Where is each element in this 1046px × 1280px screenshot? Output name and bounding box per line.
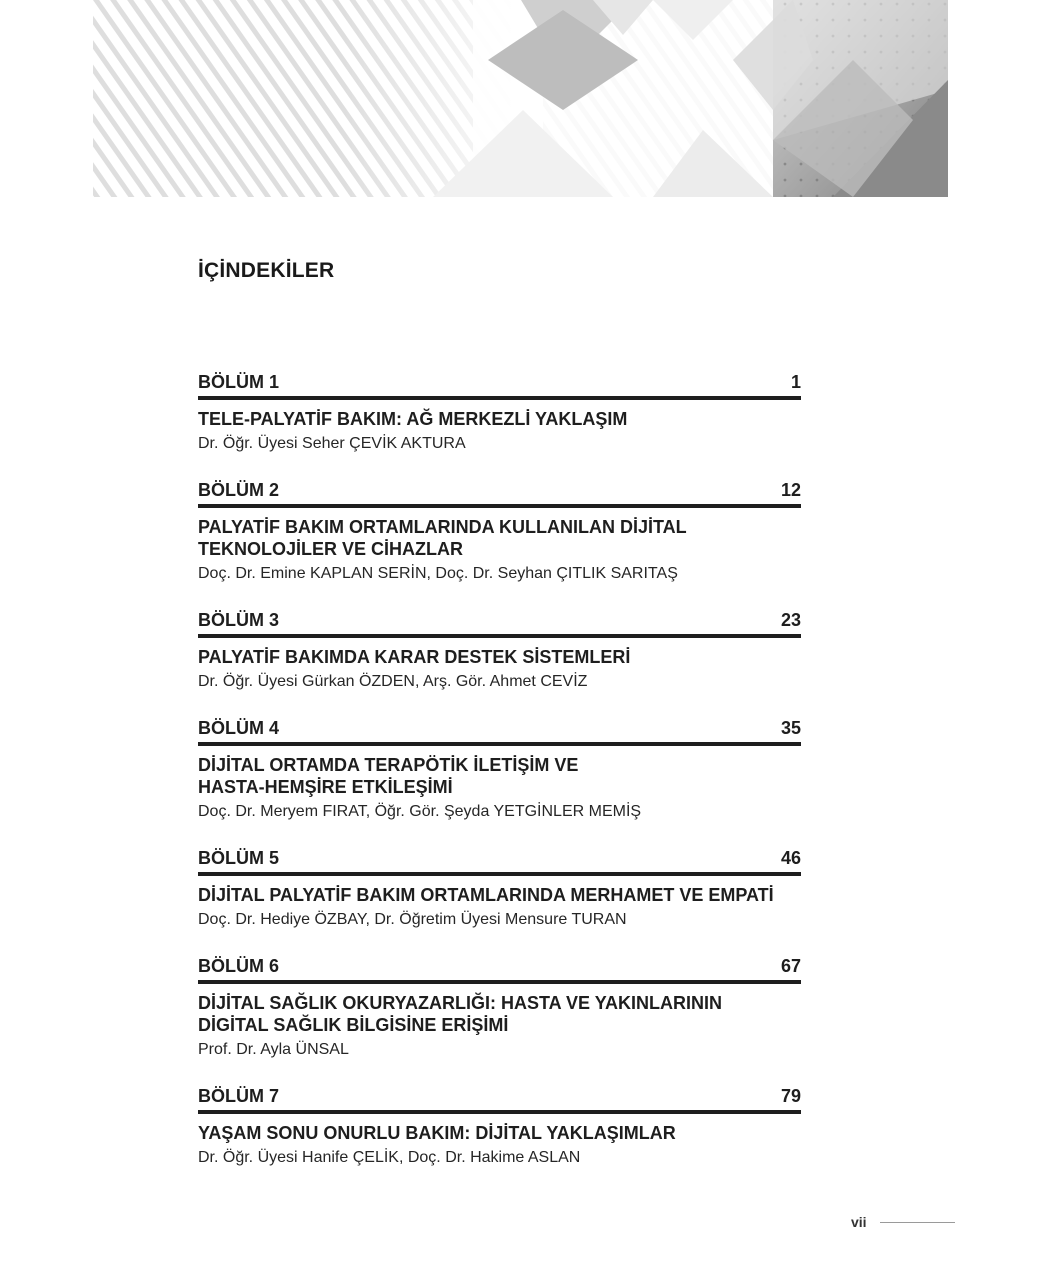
chapter-authors: Dr. Öğr. Üyesi Hanife ÇELİK, Doç. Dr. Hakime ASLAN <box>198 1149 581 1166</box>
chapter-title-line: TELE-PALYATİF BAKIM: AĞ MERKEZLİ YAKLAŞIM <box>198 409 628 429</box>
chapter-authors: Dr. Öğr. Üyesi Seher ÇEVİK AKTURA <box>198 435 466 452</box>
chapter-page-number: 12 <box>780 480 801 500</box>
geometric-pattern <box>93 0 948 197</box>
chapter-heading-row <box>198 954 801 984</box>
chapter-heading-row <box>198 370 801 400</box>
page-title: İÇİNDEKİLER <box>198 259 335 282</box>
toc-entry <box>198 478 801 584</box>
page-number: vii <box>851 1214 867 1230</box>
chapter-title-line: DİJİTAL PALYATİF BAKIM ORTAMLARINDA MERHAMET VE EMPATİ <box>198 885 774 905</box>
chapter-title <box>198 1122 801 1144</box>
chapter-label: BÖLÜM 6 <box>198 956 279 976</box>
chapter-page-number: 46 <box>780 848 801 868</box>
chapter-page-number: 35 <box>780 718 801 738</box>
chapter-title <box>198 408 801 430</box>
chapter-label: BÖLÜM 7 <box>198 1086 279 1106</box>
chapter-label: BÖLÜM 1 <box>198 372 279 392</box>
chapter-title <box>198 646 801 668</box>
chapter-heading-row <box>198 608 801 638</box>
chapter-title-line: YAŞAM SONU ONURLU BAKIM: DİJİTAL YAKLAŞIMLAR <box>198 1123 676 1143</box>
chapter-title-line: HASTA-HEMŞİRE ETKİLEŞİMİ <box>198 777 453 797</box>
toc-entry <box>198 370 801 454</box>
chapter-heading-row <box>198 478 801 508</box>
toc-entry <box>198 1084 801 1168</box>
chapter-title <box>198 884 801 906</box>
footer-rule <box>880 1222 955 1223</box>
chapter-page-number: 1 <box>790 372 801 392</box>
chapter-label: BÖLÜM 4 <box>198 718 279 738</box>
decorative-header-banner <box>93 0 948 197</box>
chapter-title <box>198 754 801 798</box>
chapter-authors: Prof. Dr. Ayla ÜNSAL <box>198 1041 349 1058</box>
chapter-page-number: 67 <box>780 956 801 976</box>
chapter-title-line: DİJİTAL ORTAMDA TERAPÖTİK İLETİŞİM VE <box>198 755 579 775</box>
chapter-title-line: PALYATİF BAKIM ORTAMLARINDA KULLANILAN DİJİTAL <box>198 517 687 537</box>
chapter-authors: Doç. Dr. Hediye ÖZBAY, Dr. Öğretim Üyesi Mensure TURAN <box>198 911 627 928</box>
toc-entry <box>198 608 801 692</box>
chapter-page-number: 23 <box>780 610 801 630</box>
table-of-contents <box>198 370 801 1168</box>
chapter-label: BÖLÜM 5 <box>198 848 279 868</box>
chapter-title-line: DİJİTAL SAĞLIK OKURYAZARLIĞI: HASTA VE YAKINLARININ <box>198 993 723 1013</box>
chapter-title <box>198 516 801 560</box>
toc-entry <box>198 846 801 930</box>
chapter-authors: Doç. Dr. Meryem FIRAT, Öğr. Gör. Şeyda YETGİNLER MEMİŞ <box>198 803 642 820</box>
chapter-page-number: 79 <box>780 1086 801 1106</box>
chapter-title-line: TEKNOLOJİLER VE CİHAZLAR <box>198 539 464 559</box>
toc-entry <box>198 716 801 822</box>
chapter-authors: Doç. Dr. Emine KAPLAN SERİN, Doç. Dr. Seyhan ÇITLIK SARITAŞ <box>198 565 678 582</box>
chapter-title-line: DİGİTAL SAĞLIK BİLGİSİNE ERİŞİMİ <box>198 1015 509 1035</box>
chapter-title-line: PALYATİF BAKIMDA KARAR DESTEK SİSTEMLERİ <box>198 647 631 667</box>
chapter-label: BÖLÜM 2 <box>198 480 279 500</box>
chapter-label: BÖLÜM 3 <box>198 610 279 630</box>
chapter-title <box>198 992 801 1036</box>
chapter-heading-row <box>198 1084 801 1114</box>
chapter-heading-row <box>198 716 801 746</box>
toc-entry <box>198 954 801 1060</box>
chapter-heading-row <box>198 846 801 876</box>
chapter-authors: Dr. Öğr. Üyesi Gürkan ÖZDEN, Arş. Gör. Ahmet CEVİZ <box>198 673 588 690</box>
